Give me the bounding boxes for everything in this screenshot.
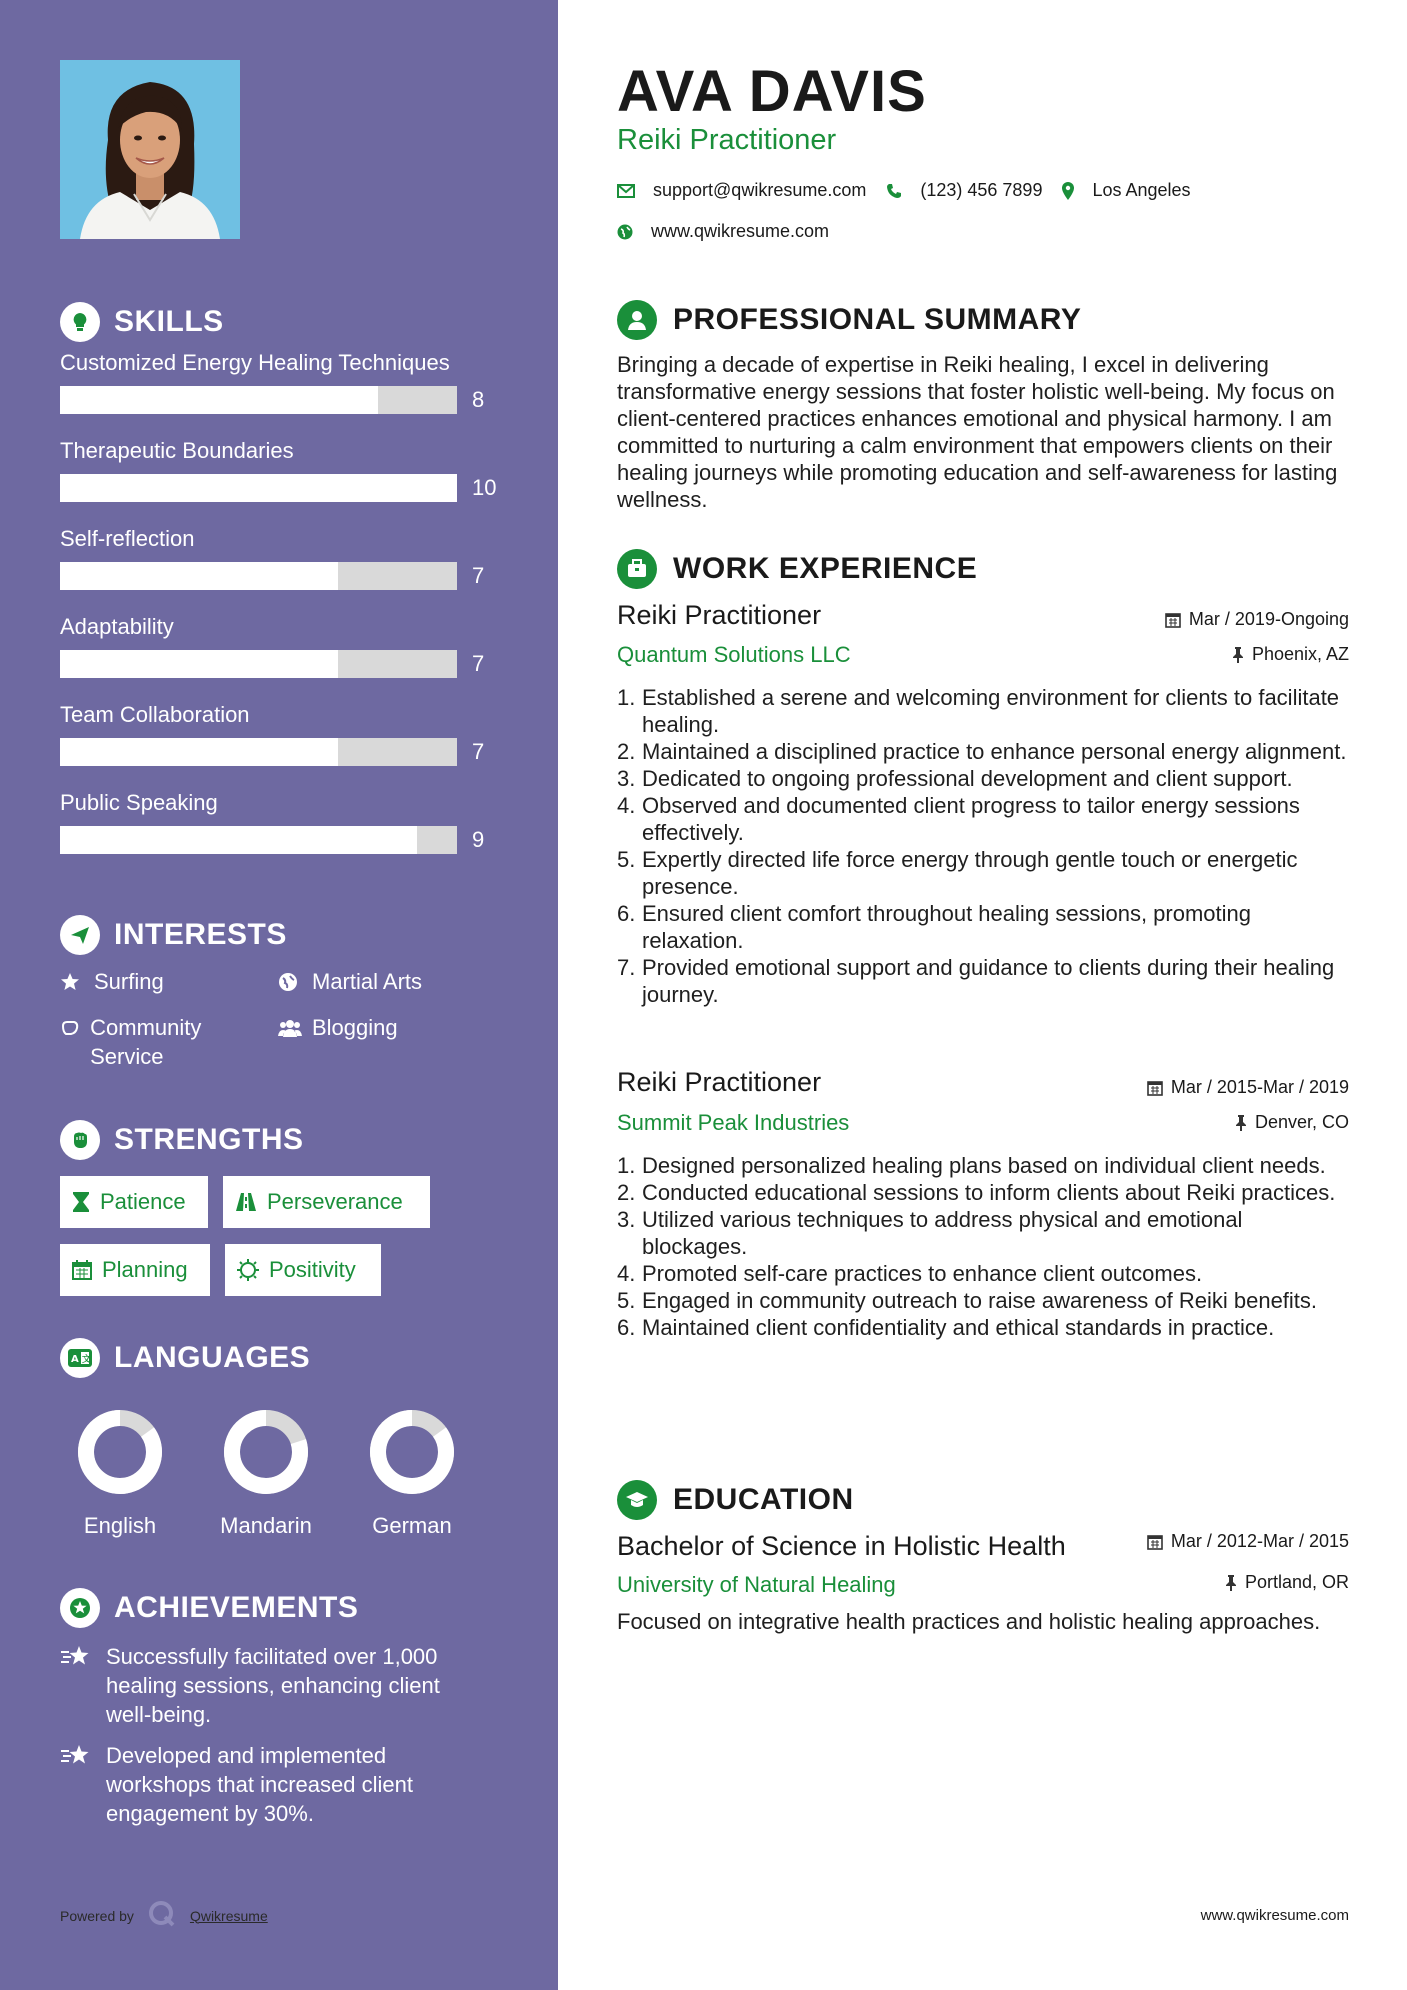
achievements-header <box>60 1586 500 1630</box>
contact-row-web <box>617 221 849 242</box>
fist-icon <box>60 1120 100 1160</box>
strength-chip <box>60 1176 208 1228</box>
interests-section <box>60 913 500 1087</box>
skill-bar <box>60 738 457 766</box>
language-item <box>206 1408 326 1539</box>
hourglass-icon <box>72 1191 90 1213</box>
job-date-text: Mar / 2019-Ongoing <box>1188 609 1349 629</box>
skill-row <box>60 350 500 438</box>
user-icon <box>617 300 657 340</box>
interests-header <box>60 913 500 957</box>
job-bullet: 2. Conducted educational sessions to inform clients about Reiki practices. <box>617 1180 1336 1205</box>
education-header <box>617 1480 854 1520</box>
job-bullet: 5. Engaged in community outreach to raise awareness of Reiki benefits. <box>617 1288 1318 1313</box>
job-bullets <box>617 1152 1349 1341</box>
sun-icon <box>237 1259 259 1281</box>
candidate-name: AVA DAVIS <box>617 59 927 124</box>
skill-bar-fill <box>60 650 338 678</box>
strength-chip <box>225 1244 381 1296</box>
skill-bar-fill <box>60 386 378 414</box>
skill-value: 8 <box>472 387 485 412</box>
interest-label: Surfing <box>94 969 164 994</box>
candidate-role: Reiki Practitioner <box>617 124 837 156</box>
achievement-text: Successfully facilitated over 1,000 healing sessions, enhancing client well-being. <box>106 1644 440 1727</box>
languages-title: LANGUAGES <box>114 1341 311 1374</box>
graduation-cap-icon <box>617 1480 657 1520</box>
job-bullet-text: Observed and documented client progress to tailor energy sessions effectively. <box>642 793 1300 845</box>
skills-section <box>60 300 500 872</box>
job-bullet-text: Established a serene and welcoming environment for clients to facilitate healing. <box>642 685 1340 737</box>
achievement-item <box>60 1741 500 1828</box>
skill-name: Public Speaking <box>60 790 218 815</box>
skills-header <box>60 300 500 344</box>
job-bullet: 1. Established a serene and welcoming environment for clients to facilitate healing. <box>617 684 1349 738</box>
job-bullet: 5. Expertly directed life force energy through gentle touch or energetic presence. <box>617 846 1349 900</box>
qwikresume-logo-icon <box>148 1900 176 1931</box>
job-bullet-text: Ensured client comfort throughout healing sessions, promoting relaxation. <box>642 901 1252 953</box>
skill-bar-fill <box>60 826 417 854</box>
job-bullet-text: Utilized various techniques to address physical and emotional blockages. <box>642 1207 1243 1259</box>
language-label: English <box>83 1513 157 1538</box>
job-bullet-text: Maintained client confidentiality and ethical standards in practice. <box>642 1315 1275 1340</box>
strength-label: Planning <box>102 1257 188 1282</box>
phone-text: (123) 456 7899 <box>920 180 1043 200</box>
education-date-text: Mar / 2012-Mar / 2015 <box>1170 1531 1349 1551</box>
skill-bar-fill <box>60 738 338 766</box>
strength-label: Perseverance <box>267 1189 403 1214</box>
job-location <box>1235 1112 1349 1133</box>
education-location <box>1225 1572 1349 1593</box>
language-item <box>352 1408 472 1539</box>
languages-header <box>60 1336 500 1380</box>
skill-row <box>60 614 500 702</box>
briefcase-icon <box>617 549 657 589</box>
skill-value: 7 <box>472 739 485 764</box>
summary-text: Bringing a decade of expertise in Reiki healing, I excel in delivering transformative energy sessions that foster holistic well-being. My focus on client-centered practices enhances emotional and physical harmony. I am committed to nurturing a calm environment that empowers clients on their healing journeys while promoting education and self-awareness for lasting wellness. <box>617 352 1338 512</box>
powered-by-label: Powered by <box>60 1907 134 1924</box>
interests-list <box>60 967 500 1087</box>
svg-text:A: A <box>71 1354 79 1365</box>
strength-chip <box>60 1244 210 1296</box>
job-bullet: 4. Promoted self-care practices to enhance client outcomes. <box>617 1261 1203 1286</box>
globe-icon <box>617 224 633 240</box>
job-title: Reiki Practitioner <box>617 1067 822 1097</box>
skill-bar <box>60 826 457 854</box>
job-company: Summit Peak Industries <box>617 1110 850 1135</box>
language-ring <box>206 1408 326 1496</box>
road-icon <box>235 1192 257 1212</box>
strengths-title: STRENGTHS <box>114 1123 304 1156</box>
language-label: Mandarin <box>220 1513 312 1538</box>
skill-name: Customized Energy Healing Techniques <box>60 350 450 375</box>
contact-email <box>617 180 866 201</box>
achievements-title: ACHIEVEMENTS <box>114 1591 359 1624</box>
skill-bar <box>60 650 457 678</box>
language-label: German <box>372 1513 452 1538</box>
job-bullet-text: Provided emotional support and guidance to clients during their healing journey. <box>642 955 1335 1007</box>
language-ring <box>60 1408 180 1496</box>
languages-section <box>60 1336 500 1568</box>
job-bullet: 3. Utilized various techniques to address physical and emotional blockages. <box>617 1206 1349 1260</box>
skill-value: 10 <box>472 475 497 500</box>
paper-plane-icon <box>60 915 100 955</box>
job-bullets <box>617 684 1349 1008</box>
job-company: Quantum Solutions LLC <box>617 642 851 667</box>
skill-bar-fill <box>60 474 457 502</box>
globe-icon <box>278 967 302 996</box>
star-icon <box>60 967 84 996</box>
shooting-star-icon <box>60 1741 94 1828</box>
map-pin-icon <box>1062 182 1074 200</box>
interest-item <box>278 1013 398 1042</box>
job-bullet: 3. Dedicated to ongoing professional development and client support. <box>617 766 1293 791</box>
interest-label: Community Service <box>90 1015 202 1069</box>
skill-bar-fill <box>60 562 338 590</box>
education-title: EDUCATION <box>673 1483 854 1516</box>
website-text[interactable]: www.qwikresume.com <box>651 221 830 241</box>
email-text[interactable]: support@qwikresume.com <box>653 180 867 200</box>
contact-location <box>1062 180 1190 201</box>
language-icon <box>60 1338 100 1378</box>
job-bullet-text: Promoted self-care practices to enhance client outcomes. <box>642 1261 1203 1286</box>
strengths-section <box>60 1118 500 1326</box>
skill-row <box>60 526 500 614</box>
location-text: Los Angeles <box>1092 180 1191 200</box>
powered-by <box>60 1900 268 1931</box>
users-icon <box>278 1013 302 1042</box>
calendar-icon <box>1147 1080 1163 1096</box>
summary-title: PROFESSIONAL SUMMARY <box>673 303 1082 336</box>
job-bullet-text: Dedicated to ongoing professional development and client support. <box>642 766 1293 791</box>
star-badge-icon <box>60 1588 100 1628</box>
calendar-icon <box>1147 1534 1163 1550</box>
envelope-icon <box>617 184 635 198</box>
job-bullet-text: Maintained a disciplined practice to enhance personal energy alignment. <box>642 739 1347 764</box>
skills-title: SKILLS <box>114 305 224 338</box>
job-bullet: 2. Maintained a disciplined practice to enhance personal energy alignment. <box>617 739 1347 764</box>
experience-title: WORK EXPERIENCE <box>673 552 978 585</box>
language-ring <box>352 1408 472 1496</box>
skill-row <box>60 438 500 526</box>
interest-label: Martial Arts <box>312 969 423 994</box>
job-bullet: 4. Observed and documented client progress to tailor energy sessions effectively. <box>617 792 1349 846</box>
achievement-text: Developed and implemented workshops that increased client engagement by 30%. <box>106 1743 413 1826</box>
skill-row <box>60 790 500 878</box>
job-date <box>1165 609 1349 630</box>
shooting-star-icon <box>60 1642 94 1729</box>
strength-chip <box>223 1176 430 1228</box>
skill-value: 7 <box>472 651 485 676</box>
skill-bar <box>60 562 457 590</box>
strength-label: Patience <box>100 1189 186 1214</box>
job-location-text: Phoenix, AZ <box>1251 644 1349 664</box>
job-bullet-text: Expertly directed life force energy through gentle touch or energetic presence. <box>642 847 1298 899</box>
phone-icon <box>886 183 902 199</box>
job-bullet-text: Conducted educational sessions to inform clients about Reiki practices. <box>642 1180 1336 1205</box>
education-school: University of Natural Healing <box>617 1572 896 1597</box>
pushpin-icon <box>1225 1575 1237 1591</box>
skill-bar <box>60 386 457 414</box>
skill-bar <box>60 474 457 502</box>
interest-label: Blogging <box>312 1015 398 1040</box>
summary-header <box>617 300 1081 340</box>
skill-value: 7 <box>472 563 485 588</box>
job-bullet: 1. Designed personalized healing plans based on individual client needs. <box>617 1153 1326 1178</box>
job-date-text: Mar / 2015-Mar / 2019 <box>1170 1077 1349 1097</box>
skill-name: Self-reflection <box>60 526 195 551</box>
education-text: Focused on integrative health practices and holistic healing approaches. <box>617 1609 1321 1634</box>
footer-url[interactable]: www.qwikresume.com <box>1200 1907 1349 1924</box>
qwikresume-link[interactable]: Qwikresume <box>189 1907 268 1924</box>
calendar-icon <box>72 1260 92 1280</box>
education-location-text: Portland, OR <box>1244 1572 1349 1592</box>
job-location-text: Denver, CO <box>1254 1112 1349 1132</box>
pushpin-icon <box>1235 1115 1247 1131</box>
strength-label: Positivity <box>269 1257 356 1282</box>
interest-item <box>60 967 164 996</box>
profile-photo <box>60 60 240 239</box>
job-bullet: 6. Maintained client confidentiality and ethical standards in practice. <box>617 1315 1275 1340</box>
contact-row <box>617 180 1211 201</box>
education-degree: Bachelor of Science in Holistic Health <box>617 1531 1066 1561</box>
job-bullet: 7. Provided emotional support and guidance to clients during their healing journey. <box>617 954 1349 1008</box>
interest-item <box>278 967 422 996</box>
strengths-header <box>60 1118 500 1162</box>
svg-text:文: 文 <box>82 1355 92 1365</box>
experience-header <box>617 549 977 589</box>
job-bullet: 6. Ensured client comfort throughout healing sessions, promoting relaxation. <box>617 900 1349 954</box>
contact-website <box>617 221 829 242</box>
job-location <box>1232 644 1349 665</box>
contact-phone <box>886 180 1042 201</box>
pushpin-icon <box>1232 647 1244 663</box>
job-bullet-text: Engaged in community outreach to raise awareness of Reiki benefits. <box>642 1288 1318 1313</box>
calendar-icon <box>1165 612 1181 628</box>
language-item <box>60 1408 180 1539</box>
job-date <box>1147 1077 1349 1098</box>
skill-value: 9 <box>472 827 485 852</box>
skill-name: Therapeutic Boundaries <box>60 438 294 463</box>
achievements-section <box>60 1586 500 1842</box>
education-date <box>1147 1531 1349 1552</box>
interest-item <box>60 1013 250 1071</box>
job-title: Reiki Practitioner <box>617 600 822 630</box>
lightbulb-icon <box>60 302 100 342</box>
skill-name: Adaptability <box>60 614 174 639</box>
job-bullet-text: Designed personalized healing plans based on individual client needs. <box>642 1153 1326 1178</box>
skill-row <box>60 702 500 790</box>
skill-name: Team Collaboration <box>60 702 250 727</box>
sidebar <box>0 0 558 1990</box>
interests-title: INTERESTS <box>114 918 287 951</box>
achievement-item <box>60 1642 500 1729</box>
hand-icon <box>60 1013 80 1042</box>
